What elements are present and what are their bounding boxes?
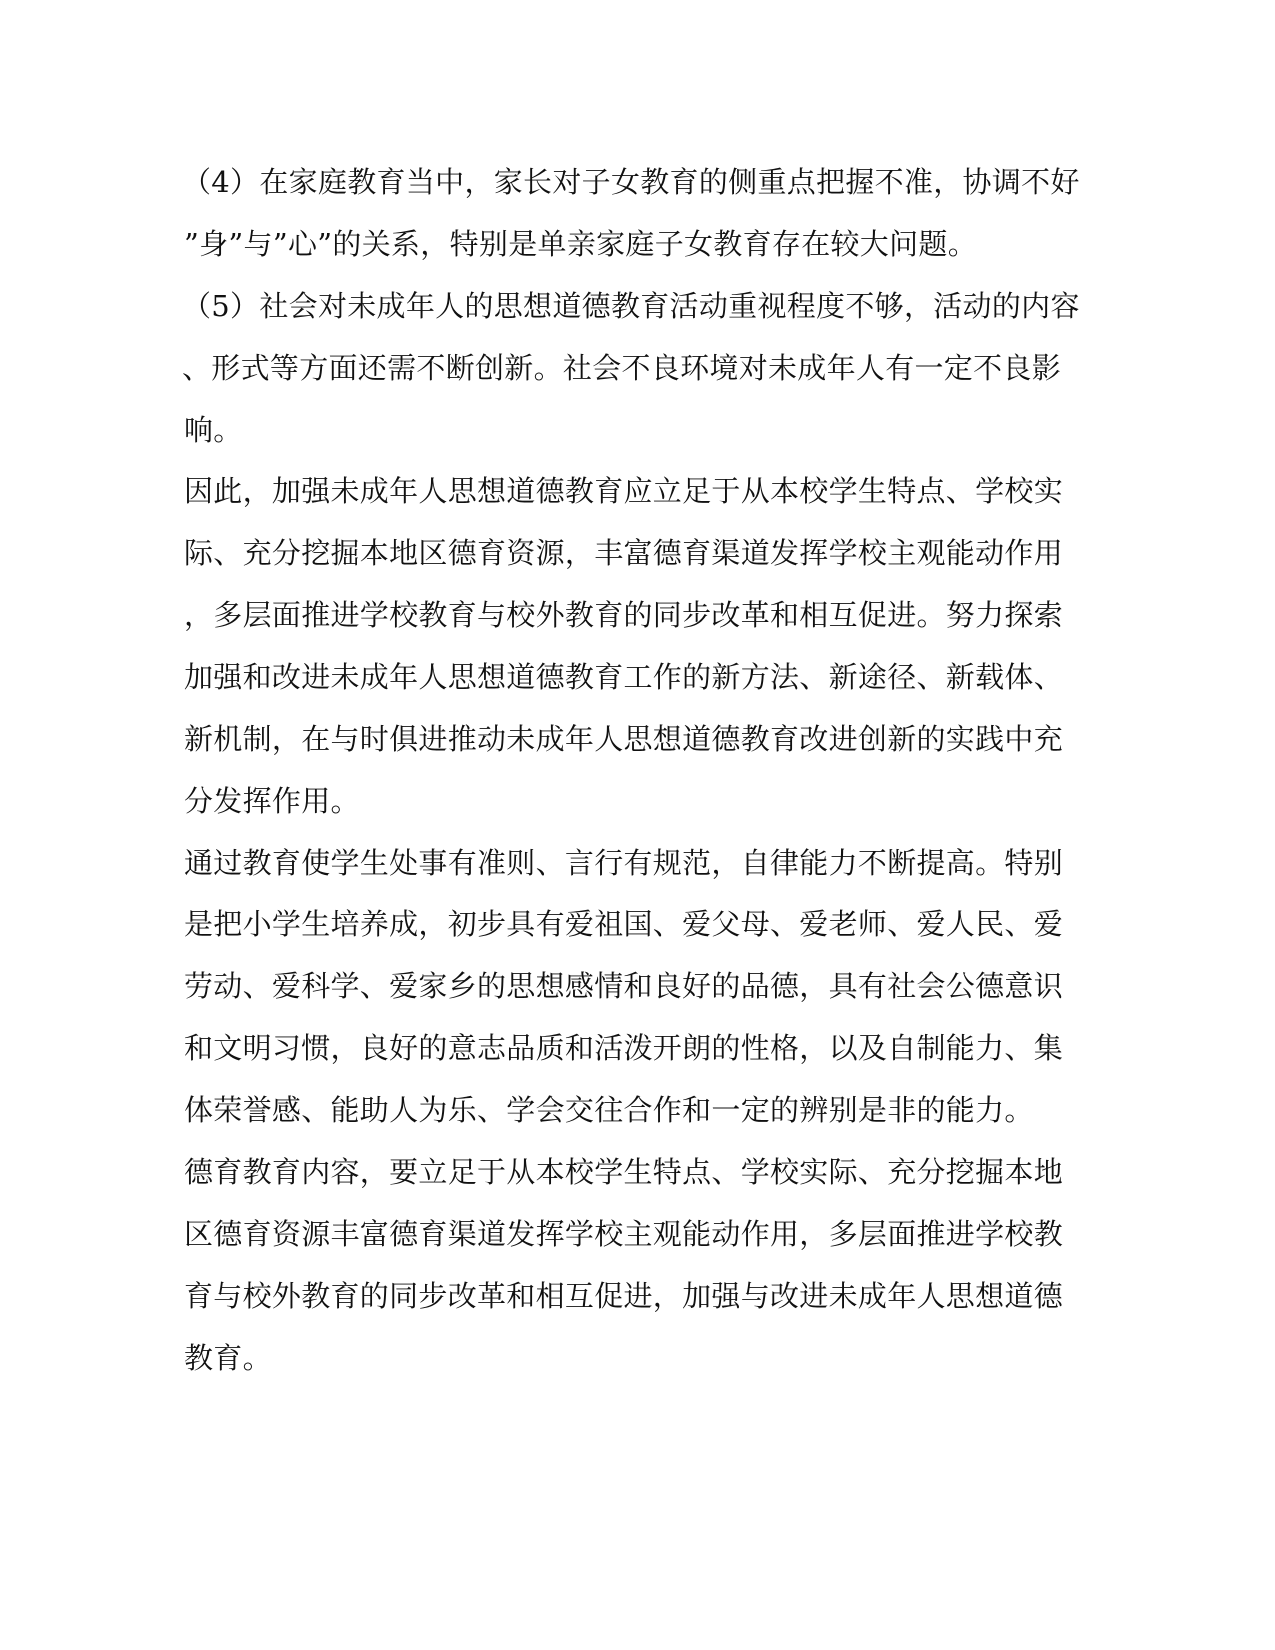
text-line: 是把小学生培养成，初步具有爱祖国、爱父母、爱老师、爱人民、爱	[184, 907, 1064, 941]
text-line: 因此，加强未成年人思想道德教育应立足于从本校学生特点、学校实	[184, 474, 1064, 508]
text-line: （4）在家庭教育当中，家长对子女教育的侧重点把握不准，协调不好	[182, 165, 1080, 199]
text-line: 育与校外教育的同步改革和相互促进，加强与改进未成年人思想道德	[184, 1279, 1064, 1313]
text-line: 分发挥作用。	[184, 784, 360, 818]
text-line: 区德育资源丰富德育渠道发挥学校主观能动作用，多层面推进学校教	[184, 1217, 1064, 1251]
text-line: 际、充分挖掘本地区德育资源，丰富德育渠道发挥学校主观能动作用	[184, 536, 1064, 570]
text-line: ”身”与”心”的关系，特别是单亲家庭子女教育存在较大问题。	[184, 227, 978, 261]
text-line: 劳动、爱科学、爱家乡的思想感情和良好的品德，具有社会公德意识	[184, 969, 1064, 1003]
text-line: 响。	[184, 413, 243, 447]
text-line: 体荣誉感、能助人为乐、学会交往合作和一定的辨别是非的能力。	[184, 1093, 1034, 1127]
text-line: （5）社会对未成年人的思想道德教育活动重视程度不够，活动的内容	[182, 289, 1080, 323]
text-line: 教育。	[184, 1341, 272, 1375]
text-line: 、形式等方面还需不断创新。社会不良环境对未成年人有一定不良影	[182, 351, 1062, 385]
text-line: 德育教育内容，要立足于从本校学生特点、学校实际、充分挖掘本地	[184, 1155, 1064, 1189]
text-line: 新机制，在与时俱进推动未成年人思想道德教育改进创新的实践中充	[184, 722, 1064, 756]
text-line: 和文明习惯，良好的意志品质和活泼开朗的性格，以及自制能力、集	[184, 1031, 1064, 1065]
text-line: 通过教育使学生处事有准则、言行有规范，自律能力不断提高。特别	[184, 846, 1064, 880]
text-line: 加强和改进未成年人思想道德教育工作的新方法、新途径、新载体、	[184, 660, 1064, 694]
text-line: ，多层面推进学校教育与校外教育的同步改革和相互促进。努力探索	[184, 598, 1064, 632]
